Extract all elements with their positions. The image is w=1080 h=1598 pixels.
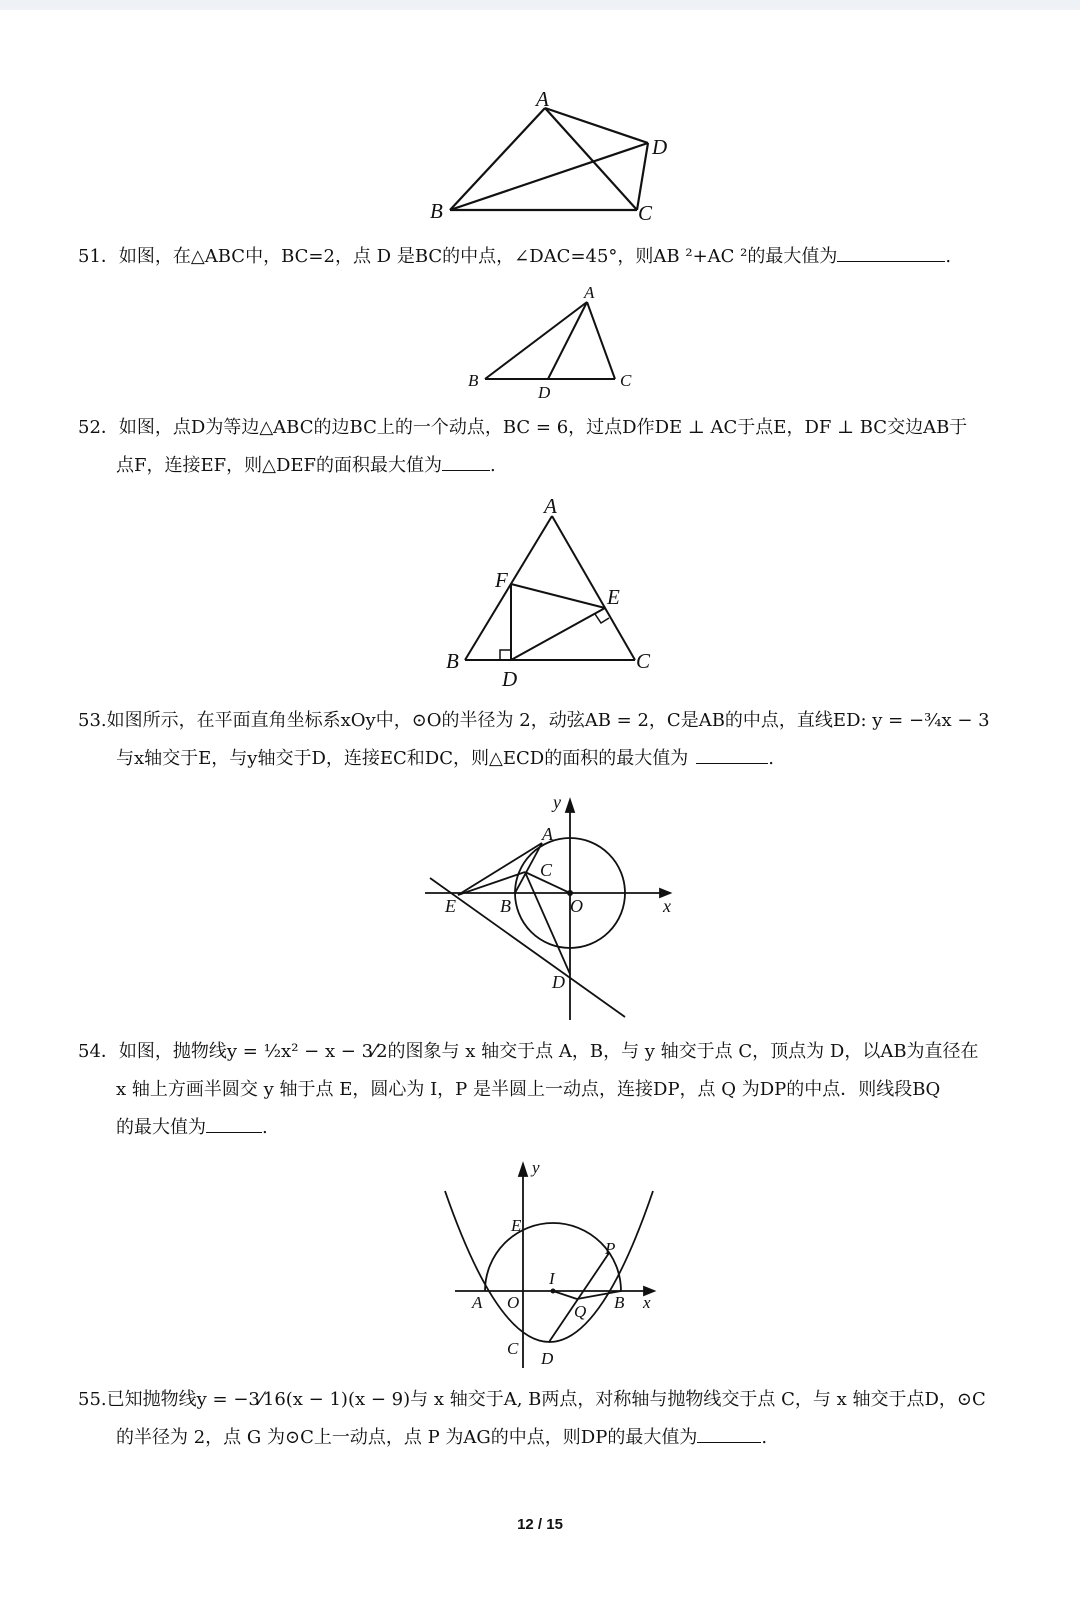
- label-i: I: [549, 1269, 555, 1288]
- label-c: C: [636, 649, 651, 673]
- question-number: 52．: [78, 417, 119, 438]
- top-bar: [0, 0, 1080, 10]
- label-p: P: [605, 1239, 616, 1258]
- label-b: B: [468, 371, 479, 390]
- label-d: D: [502, 667, 518, 691]
- label-e: E: [607, 585, 620, 609]
- end-mark: .: [945, 246, 952, 267]
- label-d: D: [652, 135, 668, 159]
- question-55: [78, 1381, 998, 1457]
- label-c: C: [540, 860, 553, 880]
- label-b: B: [430, 199, 443, 223]
- answer-blank[interactable]: [696, 743, 768, 764]
- question-text: 如图，抛物线y = ½x² − x − 3⁄2的图象与 x 轴交于点 A，B，与 y 轴交于点 C，顶点为 D，以AB为直径在: [118, 1041, 979, 1062]
- question-53: [78, 702, 998, 778]
- label-d: D: [552, 972, 565, 992]
- question-text: 点F，连接EF，则△DEF的面积最大值为: [116, 455, 443, 476]
- label-c: C: [638, 201, 653, 225]
- question-number: 54．: [78, 1041, 119, 1062]
- figure-54: [440, 1158, 670, 1373]
- question-text: 如图，在△ABC中，BC=2，点 D 是BC的中点，∠DAC=45°，则AB ²+AC ²的最大值为: [118, 246, 838, 267]
- label-c: C: [507, 1339, 519, 1358]
- question-text: 的半径为 2，点 G 为⊙C上一动点，点 P 为AG的中点，则DP的最大值为: [116, 1427, 698, 1448]
- label-e: E: [511, 1216, 522, 1235]
- end-mark: .: [490, 455, 496, 476]
- label-d: D: [541, 1349, 554, 1368]
- answer-blank[interactable]: [697, 1422, 761, 1443]
- label-y: y: [553, 792, 561, 812]
- question-text: 如图，点D为等边△ABC的边BC上的一个动点，BC = 6，过点D作DE ⊥ AC于点E，DF ⊥ BC交边AB于: [118, 417, 968, 438]
- label-y: y: [532, 1158, 540, 1177]
- question-number: 53.: [78, 710, 107, 731]
- question-number: 55.: [78, 1389, 107, 1410]
- label-e: E: [445, 896, 456, 916]
- answer-blank[interactable]: [442, 450, 490, 471]
- question-52: [78, 409, 998, 485]
- question-54: [78, 1033, 998, 1147]
- end-mark: .: [761, 1427, 768, 1448]
- label-q: Q: [574, 1302, 587, 1321]
- label-b: B: [446, 649, 459, 673]
- answer-blank[interactable]: [837, 241, 945, 262]
- label-a: A: [544, 494, 557, 518]
- label-x: x: [643, 1293, 651, 1312]
- label-a: A: [472, 1293, 483, 1312]
- label-b: B: [500, 896, 511, 916]
- answer-blank[interactable]: [206, 1112, 262, 1133]
- label-b: B: [614, 1293, 625, 1312]
- figure-53: [420, 790, 690, 1030]
- label-a: A: [542, 824, 553, 844]
- label-a: A: [536, 88, 549, 111]
- label-f: F: [495, 568, 508, 592]
- question-text: 如图所示，在平面直角坐标系xOy中，⊙O的半径为 2，动弦AB = 2，C是AB的中点，直线ED: y = −¾x − 3: [106, 710, 990, 731]
- figure-51: [460, 282, 640, 402]
- label-c: C: [620, 371, 632, 390]
- question-text: 的最大值为: [116, 1117, 206, 1138]
- figure-50: [420, 88, 690, 228]
- label-a: A: [584, 283, 595, 302]
- question-text: 与x轴交于E，与y轴交于D，连接EC和DC，则△ECD的面积的最大值为: [116, 748, 689, 769]
- end-mark: .: [768, 748, 774, 769]
- label-o: O: [507, 1293, 520, 1312]
- page-number: 12 / 15: [517, 1516, 563, 1533]
- label-d: D: [538, 383, 551, 402]
- question-text: x 轴上方画半圆交 y 轴于点 E，圆心为 I，P 是半圆上一动点，连接DP，点 Q 为DP的中点．则线段BQ: [116, 1079, 941, 1100]
- figure-52: [440, 494, 660, 694]
- label-x: x: [663, 896, 671, 916]
- end-mark: .: [262, 1117, 268, 1138]
- question-number: 51．: [78, 246, 119, 267]
- label-o: O: [570, 896, 583, 916]
- question-51: [78, 238, 998, 276]
- question-text: 已知抛物线y = −3⁄16(x − 1)(x − 9)与 x 轴交于A, B两点，对称轴与抛物线交于点 C，与 x 轴交于点D，⊙C: [106, 1389, 986, 1410]
